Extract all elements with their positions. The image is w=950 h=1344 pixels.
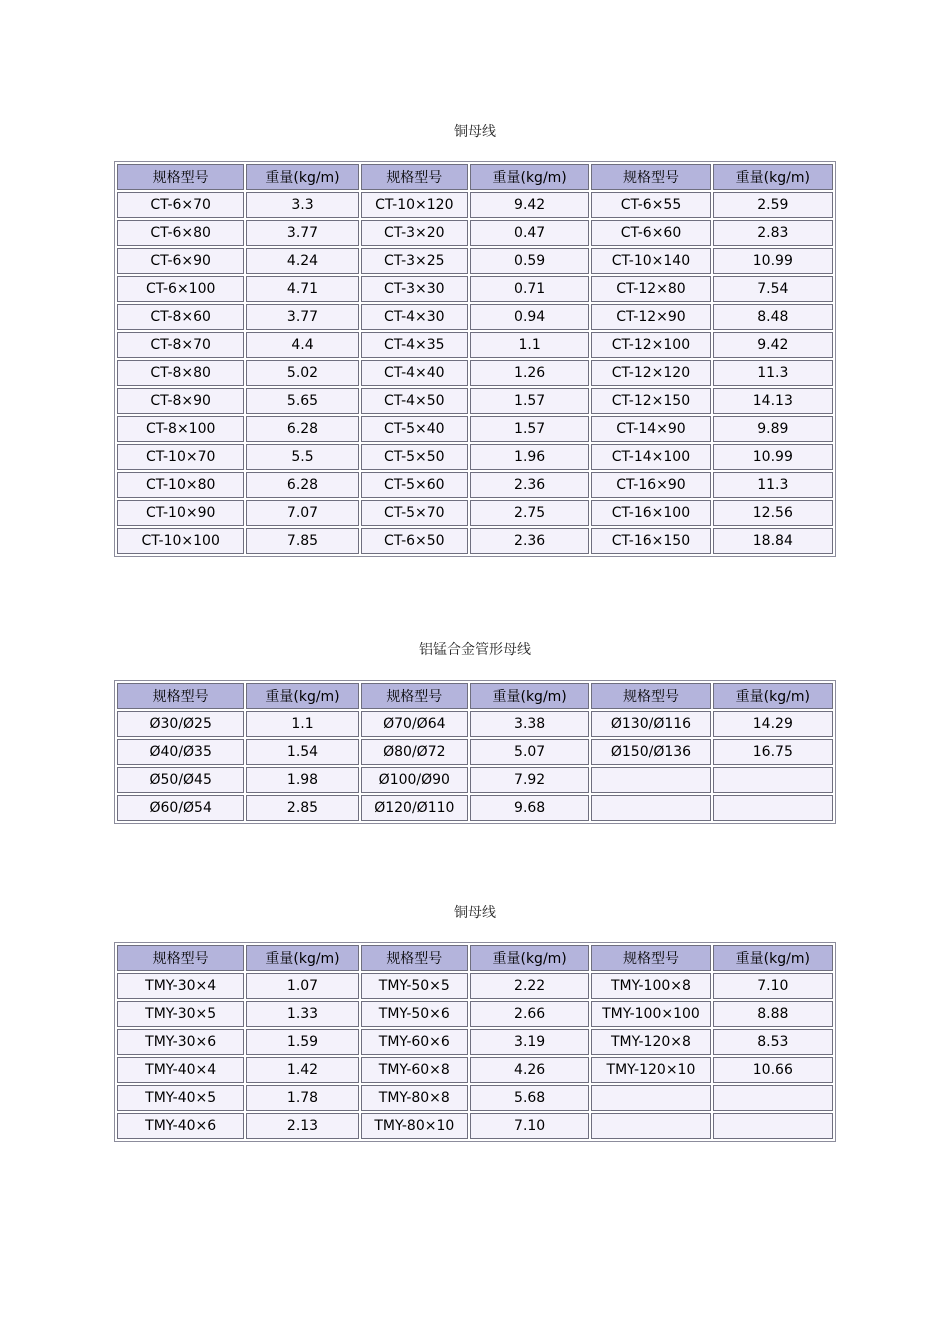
spec-cell: Ø150/Ø136 <box>591 739 710 765</box>
table-row <box>117 1001 833 1027</box>
weight-cell: 3.3 <box>246 192 358 218</box>
spec-cell: CT-3×30 <box>361 276 468 302</box>
spec-cell: CT-4×35 <box>361 332 468 358</box>
spec-cell: TMY-120×10 <box>591 1057 710 1083</box>
weight-cell <box>713 767 833 793</box>
weight-cell: 4.24 <box>246 248 358 274</box>
weight-cell: 11.3 <box>713 472 833 498</box>
spec-cell: CT-10×80 <box>117 472 244 498</box>
weight-cell: 1.26 <box>470 360 589 386</box>
weight-cell: 2.59 <box>713 192 833 218</box>
table-row <box>117 360 833 386</box>
weight-cell: 11.3 <box>713 360 833 386</box>
weight-cell: 3.38 <box>470 711 589 737</box>
spec-cell: CT-3×20 <box>361 220 468 246</box>
weight-cell: 8.88 <box>713 1001 833 1027</box>
spec-cell <box>591 795 710 821</box>
spec-cell: CT-14×90 <box>591 416 710 442</box>
table-row <box>117 192 833 218</box>
table-row <box>117 1029 833 1055</box>
weight-cell: 7.85 <box>246 528 358 554</box>
header-cell: 规格型号 <box>361 945 468 971</box>
weight-cell: 5.02 <box>246 360 358 386</box>
section-title: 铜母线 <box>454 124 496 140</box>
weight-cell: 9.42 <box>713 332 833 358</box>
table-row <box>117 248 833 274</box>
weight-cell: 7.10 <box>713 973 833 999</box>
weight-cell: 9.68 <box>470 795 589 821</box>
weight-cell: 1.42 <box>246 1057 358 1083</box>
spec-cell <box>591 767 710 793</box>
header-cell: 重量(kg/m) <box>713 945 833 971</box>
weight-cell: 1.57 <box>470 416 589 442</box>
header-cell: 重量(kg/m) <box>246 683 358 709</box>
header-cell: 规格型号 <box>117 164 244 190</box>
weight-cell: 18.84 <box>713 528 833 554</box>
weight-cell: 0.71 <box>470 276 589 302</box>
header-cell: 重量(kg/m) <box>713 683 833 709</box>
weight-cell: 16.75 <box>713 739 833 765</box>
weight-cell: 0.47 <box>470 220 589 246</box>
weight-cell: 7.10 <box>470 1113 589 1139</box>
spec-cell: Ø120/Ø110 <box>361 795 468 821</box>
table-row <box>117 304 833 330</box>
weight-cell: 14.29 <box>713 711 833 737</box>
spec-cell: CT-12×80 <box>591 276 710 302</box>
weight-cell: 1.57 <box>470 388 589 414</box>
table-row <box>117 472 833 498</box>
spec-cell: CT-6×55 <box>591 192 710 218</box>
header-row <box>117 683 833 709</box>
weight-cell: 5.65 <box>246 388 358 414</box>
spec-cell: CT-5×60 <box>361 472 468 498</box>
spec-cell: TMY-120×8 <box>591 1029 710 1055</box>
weight-cell: 3.19 <box>470 1029 589 1055</box>
spec-cell: CT-5×50 <box>361 444 468 470</box>
spec-cell: CT-12×150 <box>591 388 710 414</box>
weight-cell: 5.5 <box>246 444 358 470</box>
spec-table <box>114 680 836 824</box>
spec-cell: Ø80/Ø72 <box>361 739 468 765</box>
spec-cell: Ø130/Ø116 <box>591 711 710 737</box>
weight-cell: 8.53 <box>713 1029 833 1055</box>
header-cell: 重量(kg/m) <box>246 164 358 190</box>
header-cell: 规格型号 <box>591 683 710 709</box>
weight-cell: 1.07 <box>246 973 358 999</box>
spec-cell: CT-6×80 <box>117 220 244 246</box>
spec-cell: CT-4×30 <box>361 304 468 330</box>
spec-cell: Ø30/Ø25 <box>117 711 244 737</box>
spec-cell: TMY-40×5 <box>117 1085 244 1111</box>
header-cell: 规格型号 <box>361 683 468 709</box>
weight-cell: 2.36 <box>470 472 589 498</box>
weight-cell: 1.1 <box>470 332 589 358</box>
weight-cell: 1.1 <box>246 711 358 737</box>
spec-cell: TMY-50×5 <box>361 973 468 999</box>
spec-cell: CT-8×80 <box>117 360 244 386</box>
weight-cell: 2.75 <box>470 500 589 526</box>
weight-cell: 9.89 <box>713 416 833 442</box>
weight-cell: 8.48 <box>713 304 833 330</box>
header-cell: 规格型号 <box>361 164 468 190</box>
weight-cell: 2.22 <box>470 973 589 999</box>
weight-cell: 2.36 <box>470 528 589 554</box>
weight-cell: 1.78 <box>246 1085 358 1111</box>
header-cell: 重量(kg/m) <box>470 683 589 709</box>
weight-cell <box>713 795 833 821</box>
weight-cell: 4.71 <box>246 276 358 302</box>
weight-cell: 6.28 <box>246 472 358 498</box>
weight-cell: 3.77 <box>246 220 358 246</box>
spec-cell: CT-16×150 <box>591 528 710 554</box>
spec-cell: TMY-30×5 <box>117 1001 244 1027</box>
spec-cell: TMY-80×10 <box>361 1113 468 1139</box>
weight-cell: 9.42 <box>470 192 589 218</box>
header-cell: 重量(kg/m) <box>246 945 358 971</box>
table-row <box>117 332 833 358</box>
table-row <box>117 739 833 765</box>
weight-cell: 7.07 <box>246 500 358 526</box>
weight-cell: 0.94 <box>470 304 589 330</box>
weight-cell: 5.68 <box>470 1085 589 1111</box>
weight-cell: 2.85 <box>246 795 358 821</box>
table-row <box>117 500 833 526</box>
header-row <box>117 164 833 190</box>
table-row <box>117 795 833 821</box>
spec-cell: TMY-100×100 <box>591 1001 710 1027</box>
header-cell: 重量(kg/m) <box>470 164 589 190</box>
section-title: 铝锰合金管形母线 <box>419 642 531 658</box>
table-row <box>117 416 833 442</box>
spec-cell: CT-10×140 <box>591 248 710 274</box>
spec-cell: CT-6×70 <box>117 192 244 218</box>
weight-cell: 14.13 <box>713 388 833 414</box>
spec-cell: TMY-50×6 <box>361 1001 468 1027</box>
spec-cell: Ø50/Ø45 <box>117 767 244 793</box>
spec-cell: TMY-30×6 <box>117 1029 244 1055</box>
spec-cell: Ø100/Ø90 <box>361 767 468 793</box>
weight-cell: 2.13 <box>246 1113 358 1139</box>
spec-cell: TMY-30×4 <box>117 973 244 999</box>
weight-cell: 0.59 <box>470 248 589 274</box>
spec-cell: CT-8×60 <box>117 304 244 330</box>
spec-cell: CT-6×100 <box>117 276 244 302</box>
spec-cell: CT-5×40 <box>361 416 468 442</box>
weight-cell <box>713 1085 833 1111</box>
spec-cell: CT-14×100 <box>591 444 710 470</box>
table-row <box>117 767 833 793</box>
header-row <box>117 945 833 971</box>
table-row <box>117 444 833 470</box>
weight-cell: 10.66 <box>713 1057 833 1083</box>
weight-cell: 4.4 <box>246 332 358 358</box>
spec-cell: TMY-60×6 <box>361 1029 468 1055</box>
spec-cell: TMY-80×8 <box>361 1085 468 1111</box>
weight-cell: 1.96 <box>470 444 589 470</box>
weight-cell: 1.54 <box>246 739 358 765</box>
spec-cell: CT-8×100 <box>117 416 244 442</box>
spec-cell: TMY-60×8 <box>361 1057 468 1083</box>
spec-table <box>114 942 836 1142</box>
table-row <box>117 220 833 246</box>
header-cell: 规格型号 <box>117 683 244 709</box>
weight-cell: 1.33 <box>246 1001 358 1027</box>
weight-cell: 6.28 <box>246 416 358 442</box>
table-row <box>117 1057 833 1083</box>
weight-cell: 1.98 <box>246 767 358 793</box>
weight-cell: 1.59 <box>246 1029 358 1055</box>
header-cell: 规格型号 <box>591 164 710 190</box>
table-row <box>117 1085 833 1111</box>
weight-cell: 10.99 <box>713 248 833 274</box>
weight-cell: 2.66 <box>470 1001 589 1027</box>
spec-cell: CT-10×120 <box>361 192 468 218</box>
weight-cell: 2.83 <box>713 220 833 246</box>
spec-cell: CT-6×50 <box>361 528 468 554</box>
table-row <box>117 711 833 737</box>
spec-cell: CT-3×25 <box>361 248 468 274</box>
spec-cell: TMY-40×4 <box>117 1057 244 1083</box>
spec-cell: TMY-40×6 <box>117 1113 244 1139</box>
table-row <box>117 528 833 554</box>
spec-cell: CT-12×90 <box>591 304 710 330</box>
header-cell: 重量(kg/m) <box>713 164 833 190</box>
spec-cell: CT-16×90 <box>591 472 710 498</box>
spec-cell: CT-10×70 <box>117 444 244 470</box>
weight-cell <box>713 1113 833 1139</box>
header-cell: 重量(kg/m) <box>470 945 589 971</box>
section-title: 铜母线 <box>454 905 496 921</box>
spec-cell: CT-10×90 <box>117 500 244 526</box>
weight-cell: 12.56 <box>713 500 833 526</box>
spec-cell: Ø60/Ø54 <box>117 795 244 821</box>
header-cell: 规格型号 <box>591 945 710 971</box>
weight-cell: 3.77 <box>246 304 358 330</box>
spec-cell: CT-10×100 <box>117 528 244 554</box>
spec-cell: CT-12×120 <box>591 360 710 386</box>
weight-cell: 4.26 <box>470 1057 589 1083</box>
weight-cell: 7.54 <box>713 276 833 302</box>
spec-cell: CT-4×40 <box>361 360 468 386</box>
spec-cell: CT-16×100 <box>591 500 710 526</box>
weight-cell: 5.07 <box>470 739 589 765</box>
spec-cell: Ø40/Ø35 <box>117 739 244 765</box>
table-row <box>117 276 833 302</box>
spec-cell <box>591 1085 710 1111</box>
spec-cell: CT-8×90 <box>117 388 244 414</box>
spec-cell: CT-12×100 <box>591 332 710 358</box>
table-row <box>117 1113 833 1139</box>
spec-cell <box>591 1113 710 1139</box>
weight-cell: 7.92 <box>470 767 589 793</box>
spec-table <box>114 161 836 557</box>
spec-cell: CT-4×50 <box>361 388 468 414</box>
spec-cell: CT-5×70 <box>361 500 468 526</box>
header-cell: 规格型号 <box>117 945 244 971</box>
spec-cell: Ø70/Ø64 <box>361 711 468 737</box>
spec-cell: TMY-100×8 <box>591 973 710 999</box>
table-row <box>117 388 833 414</box>
weight-cell: 10.99 <box>713 444 833 470</box>
spec-cell: CT-6×60 <box>591 220 710 246</box>
spec-cell: CT-6×90 <box>117 248 244 274</box>
spec-cell: CT-8×70 <box>117 332 244 358</box>
table-row <box>117 973 833 999</box>
